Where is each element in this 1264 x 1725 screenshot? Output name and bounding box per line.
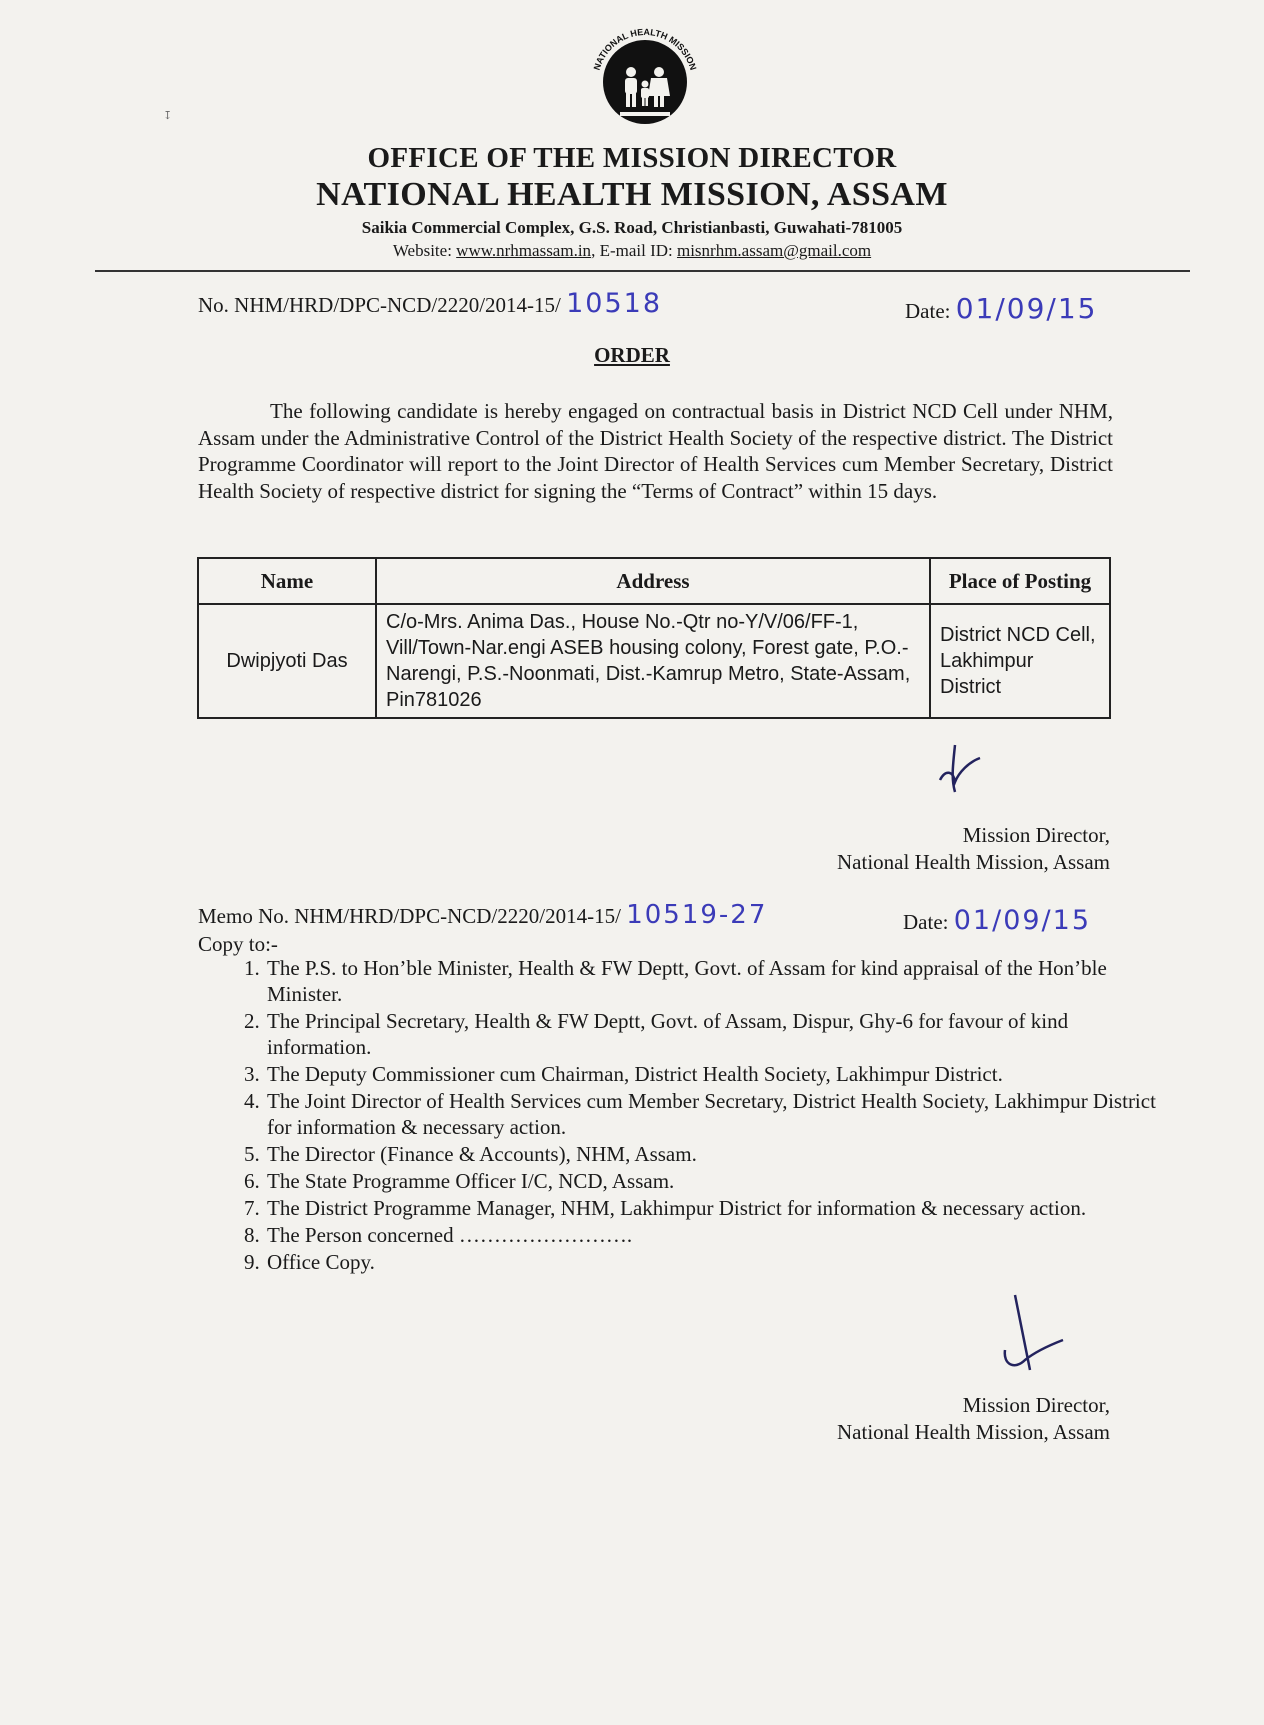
order-body: The following candidate is hereby engaged on contractual basis in District NCD Cell under NHM, Assam under the Administrative Control of the District Health Society of the respective district. The District Programme Coordinator will report to the Joint Director of Health Services cum Member Secretary, District Health Society of respective district for signing the “Terms of Contract” within 15 days.	[198, 399, 1113, 503]
list-item: 2. The Principal Secretary, Health & FW Deptt, Govt. of Assam, Dispur, Ghy-6 for favour of kind information.	[265, 1008, 1175, 1060]
organization-title: NATIONAL HEALTH MISSION, ASSAM	[316, 176, 948, 213]
email-link[interactable]: misnrhm.assam@gmail.com	[676, 241, 872, 260]
signature-1	[925, 740, 985, 813]
office-title: OFFICE OF THE MISSION DIRECTOR	[367, 142, 897, 174]
handwritten-memo-number: 10519-27	[626, 900, 768, 930]
copy-to-label: Copy to:-	[198, 932, 278, 956]
nhm-logo	[580, 20, 710, 140]
website-link[interactable]: www.nrhmassam.in	[456, 241, 592, 260]
table-row	[198, 604, 1110, 718]
memo-date: Date: 01/09/15	[903, 905, 1091, 936]
list-item: 4. The Joint Director of Health Services cum Member Secretary, District Health Society, Lakhimpur District for information & necessary action.	[265, 1088, 1175, 1140]
signatory-block-1	[700, 822, 1110, 876]
candidate-posting: District NCD Cell, Lakhimpur District	[930, 604, 1110, 718]
candidate-address: C/o-Mrs. Anima Das., House No.-Qtr no-Y/V/06/FF-1, Vill/Town-Nar.engi ASEB housing colony, Forest gate, P.O.-Narengi, P.S.-Noonmati, Dist.-Kamrup Metro, State-Assam, Pin781026	[376, 604, 930, 718]
signatory-organization: National Health Mission, Assam	[837, 1420, 1110, 1444]
memo-number: Memo No. NHM/HRD/DPC-NCD/2220/2014-15/ 10519-27	[198, 900, 768, 930]
handwritten-number: 10518	[566, 288, 663, 319]
list-item: 7. The District Programme Manager, NHM, Lakhimpur District for information & necessary action.	[265, 1195, 1175, 1221]
order-date: Date: 01/09/15	[905, 292, 1098, 325]
col-name: Name	[198, 558, 376, 604]
signatory-organization: National Health Mission, Assam	[837, 850, 1110, 874]
scan-mark: ↧	[163, 110, 173, 122]
signatory-block-2	[700, 1392, 1110, 1446]
contact-line: Website: www.nrhmassam.in, E-mail ID: misnrhm.assam@gmail.com	[392, 241, 872, 260]
order-title: ORDER	[594, 343, 670, 367]
copy-list	[218, 955, 1175, 1276]
handwritten-date: 01/09/15	[955, 292, 1098, 325]
list-item: 5. The Director (Finance & Accounts), NHM, Assam.	[265, 1141, 1175, 1167]
handwritten-memo-date: 01/09/15	[953, 905, 1091, 936]
header-divider	[95, 270, 1190, 272]
candidate-table	[197, 557, 1111, 719]
col-posting: Place of Posting	[930, 558, 1110, 604]
list-item: 9. Office Copy.	[265, 1249, 1175, 1275]
list-item: 3. The Deputy Commissioner cum Chairman, District Health Society, Lakhimpur District.	[265, 1061, 1175, 1087]
svg-text:NATIONAL HEALTH MISSION: NATIONAL HEALTH MISSION	[591, 26, 699, 72]
candidate-name: Dwipjyoti Das	[198, 604, 376, 718]
list-item: 8. The Person concerned …………………….	[265, 1222, 1175, 1248]
list-item: 1. The P.S. to Hon’ble Minister, Health & FW Deptt, Govt. of Assam for kind appraisal of the Hon’ble Minister.	[265, 955, 1175, 1007]
col-address: Address	[376, 558, 930, 604]
reference-number: No. NHM/HRD/DPC-NCD/2220/2014-15/ 10518	[198, 288, 663, 319]
signatory-designation: Mission Director,	[962, 823, 1110, 847]
signature-2	[995, 1290, 1075, 1406]
list-item: 6. The State Programme Officer I/C, NCD, Assam.	[265, 1168, 1175, 1194]
office-address: Saikia Commercial Complex, G.S. Road, Christianbasti, Guwahati-781005	[361, 218, 903, 237]
signatory-designation: Mission Director,	[962, 1393, 1110, 1417]
